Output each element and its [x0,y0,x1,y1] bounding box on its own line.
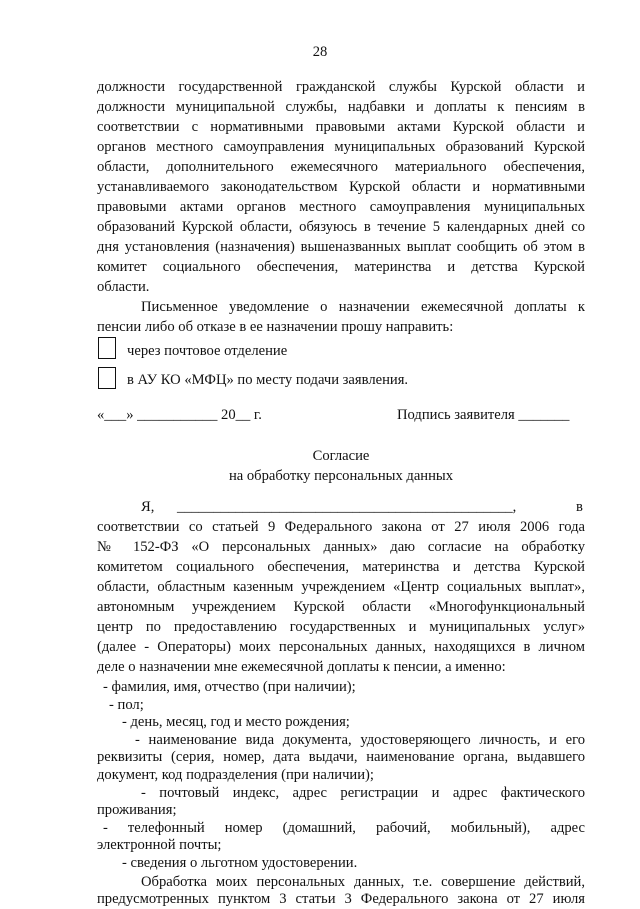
list-item: - наименование вида документа, удостоверяющего личность, и его [135,731,585,748]
list-item: - пол; [109,696,144,713]
paragraph-line: области. [97,279,150,295]
list-item: - телефонный номер (домашний, рабочий, мобильный), адрес [103,819,585,836]
consent-line: автономным учреждением Курской области «Многофункциональный [97,599,585,615]
mfc-option-label: в АУ КО «МФЦ» по месту подачи заявления. [127,372,409,388]
list-item: - сведения о льготном удостоверении. [122,855,358,871]
consent-subtitle: на обработку персональных данных [228,468,454,484]
paragraph-line: должности государственной гражданской службы Курской области и [97,79,585,95]
consent-line: соответствии со статьей 9 Федерального закона от 27 июля 2006 года [97,519,585,535]
date-field[interactable]: «___» ___________ 20__ г. [97,407,262,423]
consent-ya: Я, [141,499,155,515]
list-item: электронной почты; [97,837,222,854]
paragraph-line: правовыми актами органов местного самоуправления муниципальных [97,199,585,215]
consent-line: (далее - Операторы) моих персональных данных, находящихся в личном [97,639,585,655]
postal-option-label: через почтовое отделение [127,343,288,359]
postal-checkbox[interactable] [98,337,116,359]
paragraph-line: должности муниципальной службы, надбавки и доплаты к пенсиям в [97,99,585,115]
notification-line: пенсии либо об отказе в ее назначении прошу направить: [97,319,454,335]
paragraph-line: образований Курской области, обязуюсь в течение 5 календарных дней со [97,219,585,235]
list-item: - почтовый индекс, адрес регистрации и адрес фактического [141,784,585,801]
consent-v: в [576,499,583,515]
paragraph-line: органов местного самоуправления муниципальных образований Курской [97,139,585,155]
page-number: 28 [312,44,328,60]
signature-field[interactable]: Подпись заявителя _______ [397,407,570,423]
list-item: проживания; [97,802,177,819]
paragraph-line: устанавливаемого законодательством Курской области и нормативными [97,179,585,195]
name-field[interactable]: ______________________________________________, [177,499,517,515]
consent-line: центр по предоставлению государственных и муниципальных услуг» [97,619,585,635]
mfc-checkbox[interactable] [98,367,116,389]
paragraph-line: дня установления (назначения) вышеназванных выплат сообщить об этом в [97,239,585,255]
consent-title: Согласие [312,448,370,464]
notification-line: Письменное уведомление о назначении ежемесячной доплаты к [141,299,585,315]
consent-line: комитетом социального обеспечения, материнства и детства Курской [97,559,585,575]
paragraph-line: комитет социального обеспечения, материнства и детства Курской [97,259,585,275]
consent-line: № 152-ФЗ «О персональных данных» даю согласие на обработку [97,539,585,555]
consent-line: области, областным казенным учреждением «Центр социальных выплат», [97,579,585,595]
list-item: - день, месяц, год и место рождения; [122,714,350,731]
paragraph-line: соответствии с нормативными правовыми актами Курской области и [97,119,585,135]
closing-line: Обработка моих персональных данных, т.е. совершение действий, [141,873,585,890]
list-item: документ, код подразделения (при наличии); [97,767,374,783]
list-item: реквизиты (серия, номер, дата выдачи, наименование органа, выдавшего [97,749,585,766]
consent-line: деле о назначении мне ежемесячной доплаты к пенсии, а именно: [97,659,506,675]
paragraph-line: области, дополнительного ежемесячного материального обеспечения, [97,159,585,175]
closing-line: предусмотренных пунктом 3 статьи 3 Федерального закона от 27 июля [97,891,585,908]
list-item: - фамилия, имя, отчество (при наличии); [103,679,356,695]
